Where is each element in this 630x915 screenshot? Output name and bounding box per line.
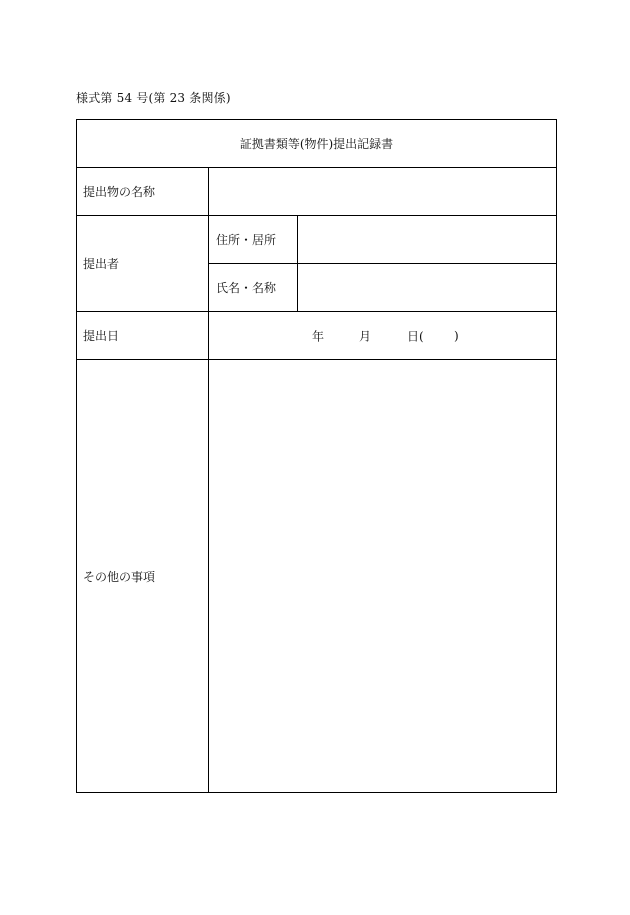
- submission-record-table: [76, 119, 557, 793]
- name-field[interactable]: [298, 264, 557, 312]
- submission-date-field[interactable]: [209, 312, 557, 360]
- address-label: 住所・居所: [209, 216, 298, 264]
- form-number-label: 様式第 54 号(第 23 条関係): [76, 91, 231, 105]
- address-field[interactable]: [298, 216, 557, 264]
- year-unit: 年: [312, 329, 325, 343]
- submission-date-label: 提出日: [77, 312, 209, 360]
- date-line: [209, 312, 556, 359]
- day-unit: 日(: [407, 329, 424, 343]
- item-name-label: 提出物の名称: [77, 168, 209, 216]
- month-unit: 月: [359, 329, 372, 343]
- submitter-label: 提出者: [77, 216, 209, 312]
- other-matters-label: その他の事項: [77, 360, 209, 793]
- other-matters-field[interactable]: [209, 360, 557, 793]
- weekday-close: ): [454, 328, 459, 343]
- name-label: 氏名・名称: [209, 264, 298, 312]
- document-title: 証拠書類等(物件)提出記録書: [77, 120, 557, 168]
- item-name-field[interactable]: [209, 168, 557, 216]
